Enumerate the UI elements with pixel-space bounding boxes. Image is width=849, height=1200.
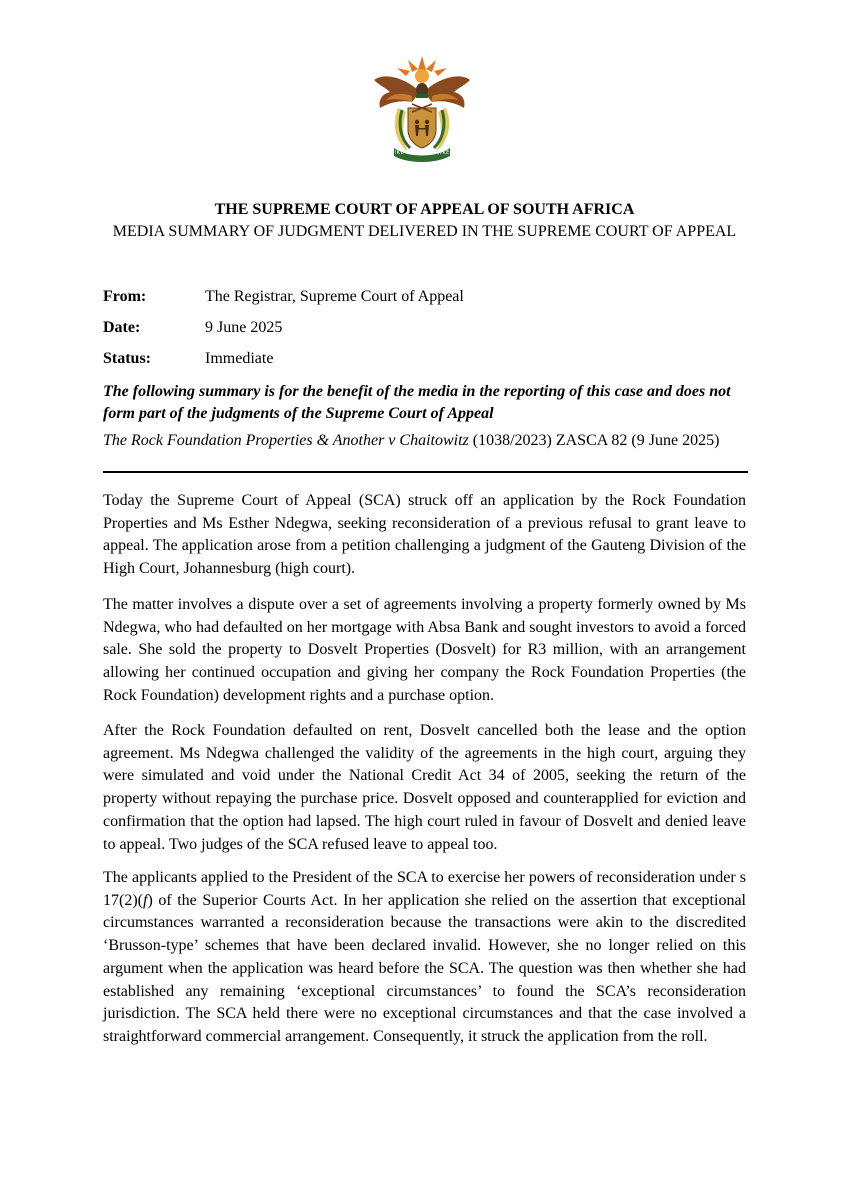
- status-value: Immediate: [205, 350, 274, 367]
- date-label: Date:: [103, 319, 141, 336]
- media-disclaimer: The following summary is for the benefit of the media in the reporting of this case and does not form part of the judgments of the Supreme Court of Appeal: [103, 383, 731, 422]
- body-paragraph-1: Today the Supreme Court of Appeal (SCA) struck off an application by the Rock Foundation Properties and Ms Esther Ndegwa, seeking reconsideration of a previous refusal to grant leave to appeal. The application arose from a petition challenging a judgment of the Gauteng Division of the High Court, Johannesburg (high court).: [103, 492, 746, 578]
- body-paragraph-4-part-a: The applicants applied to the President of the SCA to exercise her powers of reconsideration under s 17(2)(: [103, 869, 746, 909]
- horizontal-divider: [103, 471, 748, 473]
- summary-title-heading: MEDIA SUMMARY OF JUDGMENT DELIVERED IN THE SUPREME COURT OF APPEAL: [112, 223, 737, 240]
- body-paragraph-4-part-b: ) of the Superior Courts Act. In her application she relied on the assertion that exceptional circumstances warranted a reconsideration because the transactions were akin to the discredited ‘Brusson-type’ schemes that have been declared invalid. However, she no longer relied on this argument when the application was heard before the SCA. The question was then whether she had established any remaining ‘exceptional circumstances’ to found the SCA’s reconsideration jurisdiction. The SCA held there were no exceptional circumstances and that the case involved a straightforward commercial arrangement. Consequently, it struck the application from the roll.: [103, 891, 746, 1045]
- date-value: 9 June 2025: [205, 319, 283, 336]
- body-paragraph-3: After the Rock Foundation defaulted on rent, Dosvelt cancelled both the lease and the option agreement. Ms Ndegwa challenged the validity of the agreements in the high court, arguing they were simulated and void under the National Credit Act 34 of 2005, seeking the return of the property without repaying the purchase price. Dosvelt opposed and counterapplied for eviction and confirmation that the option had lapsed. The high court ruled in favour of Dosvelt and denied leave to appeal. Two judges of the SCA refused leave to appeal too.: [103, 722, 746, 853]
- body-paragraph-4-section-letter: f: [142, 891, 148, 909]
- coat-of-arms-logo: [372, 52, 472, 164]
- case-citation: [103, 431, 746, 451]
- case-name: The Rock Foundation Properties & Another v Chaitowitz: [103, 432, 469, 449]
- body-paragraph-4: [103, 867, 746, 1049]
- from-label: From:: [103, 288, 147, 305]
- crest-motto: !KE E: /XARRA //KE: [394, 150, 450, 156]
- coat-of-arms-icon: [372, 52, 472, 164]
- case-reference: (1038/2023) ZASCA 82 (9 June 2025): [468, 432, 720, 449]
- status-label: Status:: [103, 350, 152, 367]
- court-name-heading: THE SUPREME COURT OF APPEAL OF SOUTH AFRICA: [214, 201, 635, 218]
- from-value: The Registrar, Supreme Court of Appeal: [205, 288, 464, 305]
- body-paragraph-2: The matter involves a dispute over a set of agreements involving a property formerly owned by Ms Ndegwa, who had defaulted on her mortgage with Absa Bank and sought investors to avoid a forced sale. She sold the property to Dosvelt Properties (Dosvelt) for R3 million, with an arrangement allowing her continued occupation and giving her company the Rock Foundation Properties (the Rock Foundation) development rights and a purchase option.: [103, 596, 746, 704]
